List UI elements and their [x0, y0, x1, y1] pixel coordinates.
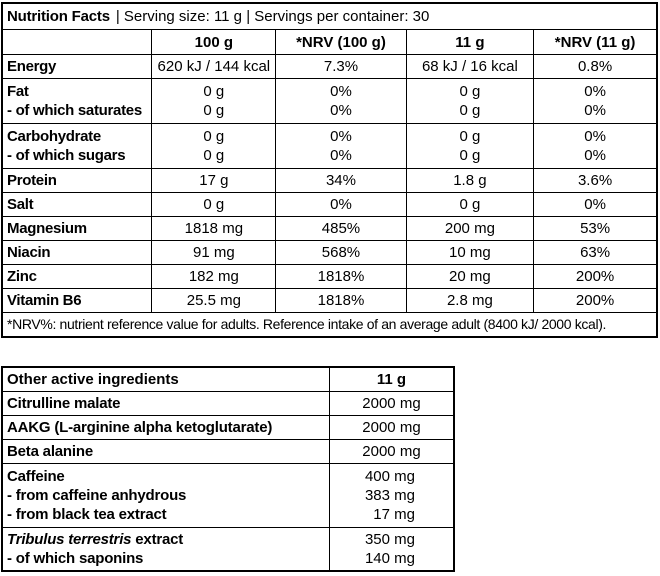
value-100g: 1818 mg	[152, 217, 276, 241]
active-header-amount: 11 g	[329, 367, 454, 392]
value-100g: 91 mg	[152, 241, 276, 265]
value-nrv-100g: 34%	[276, 169, 406, 193]
value-nrv-100g: 1818%	[276, 289, 406, 313]
value-100g: 0 g	[152, 193, 276, 217]
ingredient-amount-sub: 17 mg	[373, 506, 415, 523]
ingredient-amount-sub: 140 mg	[364, 550, 415, 567]
ingredient-amount: 2000 mg	[329, 392, 454, 416]
value-11g: 68 kJ / 16 kcal	[406, 55, 534, 79]
row-fat	[2, 79, 657, 124]
row-label: Zinc	[2, 265, 152, 289]
value-nrv-100g	[276, 79, 406, 124]
ingredient-amount	[329, 464, 454, 528]
value-11g: 20 mg	[406, 265, 534, 289]
row-protein	[2, 169, 657, 193]
row-label: Niacin	[2, 241, 152, 265]
row-tribulus-terrestris	[2, 528, 454, 572]
value-11g	[406, 79, 534, 124]
active-header-label: Other active ingredients	[2, 367, 329, 392]
column-header-nrv-11g: *NRV (11 g)	[534, 30, 657, 55]
row-caffeine	[2, 464, 454, 528]
row-citrulline-malate	[2, 392, 454, 416]
other-active-ingredients-table	[1, 366, 455, 572]
ingredient-label	[2, 464, 329, 528]
ingredient-label-sub: - of which saponins	[7, 550, 144, 567]
value-nrv-11g	[534, 79, 657, 124]
ingredient-amount: 2000 mg	[329, 416, 454, 440]
ingredient-label-rest: extract	[131, 531, 184, 548]
value-nrv-11g: 0%	[534, 193, 657, 217]
ingredient-label: AAKG (L-arginine alpha ketoglutarate)	[2, 416, 329, 440]
ingredient-amount: 2000 mg	[329, 440, 454, 464]
value-11g: 1.8 g	[406, 169, 534, 193]
value-main: 0 g	[459, 128, 481, 145]
value-100g: 17 g	[152, 169, 276, 193]
value-main: 0%	[584, 83, 606, 100]
value-nrv-100g: 7.3%	[276, 55, 406, 79]
ingredient-amount	[329, 528, 454, 572]
value-nrv-11g: 200%	[534, 265, 657, 289]
value-nrv-100g: 568%	[276, 241, 406, 265]
value-main: 0%	[584, 128, 606, 145]
value-nrv-100g	[276, 124, 406, 169]
row-carbohydrate	[2, 124, 657, 169]
header-empty-cell	[2, 30, 152, 55]
row-label-sub: - of which sugars	[7, 147, 126, 164]
row-label: Vitamin B6	[2, 289, 152, 313]
nutrition-title-row	[2, 3, 657, 30]
nutrition-facts-table	[1, 2, 658, 338]
ingredient-label-main: Caffeine	[7, 468, 65, 485]
serving-info: | Serving size: 11 g | Servings per container: 30	[115, 8, 430, 25]
value-nrv-100g: 0%	[276, 193, 406, 217]
nutrition-title-cell	[2, 3, 657, 30]
row-label-main: Carbohydrate	[7, 128, 101, 145]
value-sub: 0%	[330, 102, 352, 119]
row-label: Protein	[2, 169, 152, 193]
value-11g: 0 g	[406, 193, 534, 217]
value-sub: 0 g	[459, 102, 481, 119]
ingredient-amount-main: 350 mg	[364, 531, 415, 548]
value-nrv-11g	[534, 124, 657, 169]
nrv-footnote-row	[2, 313, 657, 338]
value-main: 0 g	[459, 83, 481, 100]
value-11g: 2.8 mg	[406, 289, 534, 313]
value-sub: 0 g	[203, 147, 225, 164]
row-niacin	[2, 241, 657, 265]
value-main: 0 g	[203, 83, 225, 100]
row-label: Energy	[2, 55, 152, 79]
row-vitamin-b6	[2, 289, 657, 313]
row-label: Magnesium	[2, 217, 152, 241]
value-sub: 0%	[584, 147, 606, 164]
ingredient-amount-main: 400 mg	[364, 468, 415, 485]
column-header-nrv-100g: *NRV (100 g)	[276, 30, 406, 55]
value-100g	[152, 124, 276, 169]
value-main: 0%	[330, 83, 352, 100]
row-label-sub: - of which saturates	[7, 102, 142, 119]
value-main: 0 g	[203, 128, 225, 145]
active-header-row	[2, 367, 454, 392]
row-energy	[2, 55, 657, 79]
row-label	[2, 124, 152, 169]
row-label-main: Fat	[7, 83, 29, 100]
row-zinc	[2, 265, 657, 289]
value-nrv-100g: 485%	[276, 217, 406, 241]
value-100g	[152, 79, 276, 124]
ingredient-label-italic: Tribulus terrestris	[7, 531, 132, 548]
row-aakg	[2, 416, 454, 440]
ingredient-label-sub: - from black tea extract	[7, 506, 167, 523]
row-beta-alanine	[2, 440, 454, 464]
value-sub: 0 g	[203, 102, 225, 119]
value-nrv-100g: 1818%	[276, 265, 406, 289]
nutrition-header-row	[2, 30, 657, 55]
value-sub: 0%	[584, 102, 606, 119]
value-nrv-11g: 63%	[534, 241, 657, 265]
nutrition-title: Nutrition Facts	[7, 8, 110, 25]
value-sub: 0 g	[459, 147, 481, 164]
value-nrv-11g: 0.8%	[534, 55, 657, 79]
value-100g: 182 mg	[152, 265, 276, 289]
nrv-footnote: *NRV%: nutrient reference value for adults. Reference intake of an average adult (8400 kJ/ 2000 kcal).	[2, 313, 657, 338]
value-nrv-11g: 53%	[534, 217, 657, 241]
value-main: 0%	[330, 128, 352, 145]
row-magnesium	[2, 217, 657, 241]
column-header-11g: 11 g	[406, 30, 534, 55]
value-nrv-11g: 200%	[534, 289, 657, 313]
ingredient-label-sub: - from caffeine anhydrous	[7, 487, 187, 504]
row-label: Salt	[2, 193, 152, 217]
row-salt	[2, 193, 657, 217]
ingredient-amount-sub: 383 mg	[364, 487, 415, 504]
value-11g: 200 mg	[406, 217, 534, 241]
value-100g: 620 kJ / 144 kcal	[152, 55, 276, 79]
value-11g: 10 mg	[406, 241, 534, 265]
value-100g: 25.5 mg	[152, 289, 276, 313]
row-label	[2, 79, 152, 124]
value-sub: 0%	[330, 147, 352, 164]
ingredient-label: Citrulline malate	[2, 392, 329, 416]
ingredient-label	[2, 528, 329, 572]
ingredient-label-main	[7, 530, 325, 549]
value-nrv-11g: 3.6%	[534, 169, 657, 193]
column-header-100g: 100 g	[152, 30, 276, 55]
ingredient-label: Beta alanine	[2, 440, 329, 464]
value-11g	[406, 124, 534, 169]
